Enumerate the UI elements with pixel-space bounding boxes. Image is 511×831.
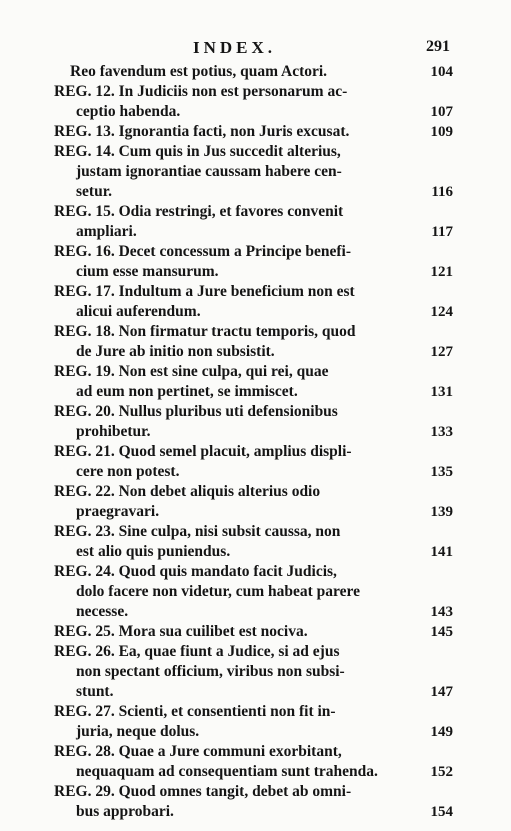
entry-page-number: 149 bbox=[430, 724, 453, 740]
entry-page-number: 133 bbox=[430, 424, 453, 440]
entry-continuation-line: praegravari. bbox=[76, 503, 160, 520]
entry-page-number: 124 bbox=[430, 304, 453, 320]
index-entry bbox=[0, 402, 511, 442]
entry-heading-line: REG. 15. Odia restringi, et favores convenit bbox=[54, 203, 344, 220]
entry-heading-line: REG. 14. Cum quis in Jus succedit alterius, bbox=[54, 143, 341, 160]
index-entry bbox=[0, 782, 511, 822]
entry-heading-line: REG. 27. Scienti, et consentienti non fit in- bbox=[54, 703, 336, 720]
entry-continuation-line: setur. bbox=[76, 183, 113, 200]
entry-heading-line: REG. 13. Ignorantia facti, non Juris excusat. bbox=[54, 123, 350, 140]
entry-heading-line: REG. 25. Mora sua cuilibet est nociva. bbox=[54, 623, 308, 640]
entry-continuation-line: de Jure ab initio non subsistit. bbox=[76, 343, 275, 360]
index-entry bbox=[0, 562, 511, 622]
entry-page-number: 121 bbox=[430, 264, 453, 280]
entry-continuation-line: necesse. bbox=[76, 603, 129, 620]
index-entry bbox=[0, 62, 511, 82]
entry-page-number: 109 bbox=[430, 124, 453, 140]
entry-page-number: 145 bbox=[430, 624, 453, 640]
index-entry bbox=[0, 622, 511, 642]
entry-continuation-line: prohibetur. bbox=[76, 423, 151, 440]
entry-page-number: 139 bbox=[430, 504, 453, 520]
entry-heading-line: REG. 17. Indultum a Jure beneficium non est bbox=[54, 283, 355, 300]
entry-continuation-line: bus approbari. bbox=[76, 803, 174, 820]
index-entry bbox=[0, 362, 511, 402]
index-entry bbox=[0, 122, 511, 142]
index-entry bbox=[0, 282, 511, 322]
entry-heading-line: REG. 19. Non est sine culpa, qui rei, quae bbox=[54, 363, 329, 380]
entry-page-number: 152 bbox=[430, 764, 453, 780]
entry-heading-line: REG. 16. Decet concessum a Principe benefi- bbox=[54, 243, 352, 260]
page-header bbox=[0, 38, 511, 60]
index-entry bbox=[0, 642, 511, 702]
entry-heading-line: REG. 21. Quod semel placuit, amplius displi- bbox=[54, 443, 352, 460]
entry-page-number: 116 bbox=[431, 184, 453, 200]
entry-continuation-line: stunt. bbox=[76, 683, 114, 700]
entry-page-number: 107 bbox=[430, 104, 453, 120]
entry-page-number: 131 bbox=[430, 384, 453, 400]
index-entry bbox=[0, 322, 511, 362]
entry-heading-line: REG. 26. Ea, quae fiunt a Judice, si ad ejus bbox=[54, 643, 340, 660]
index-entry bbox=[0, 522, 511, 562]
entry-page-number: 141 bbox=[430, 544, 453, 560]
entry-heading-line: REG. 22. Non debet aliquis alterius odio bbox=[54, 483, 321, 500]
entry-continuation-line: cere non potest. bbox=[76, 463, 180, 480]
entry-continuation-line: alicui auferendum. bbox=[76, 303, 201, 320]
index-entry bbox=[0, 242, 511, 282]
entry-page-number: 135 bbox=[430, 464, 453, 480]
entry-heading-line: Reo favendum est potius, quam Actori. bbox=[70, 63, 328, 80]
index-entry bbox=[0, 702, 511, 742]
entry-page-number: 154 bbox=[430, 804, 453, 820]
entry-continuation-line: dolo facere non videtur, cum habeat parere bbox=[76, 583, 361, 600]
index-entry bbox=[0, 442, 511, 482]
entry-continuation-line: non spectant officium, viribus non subsi- bbox=[76, 663, 345, 680]
index-entry bbox=[0, 82, 511, 122]
entry-continuation-line: est alio quis puniendus. bbox=[76, 543, 231, 560]
entry-heading-line: REG. 28. Quae a Jure communi exorbitant, bbox=[54, 743, 342, 760]
page-number: 291 bbox=[426, 38, 450, 55]
entry-heading-line: REG. 24. Quod quis mandato facit Judicis, bbox=[54, 563, 337, 580]
entry-page-number: 104 bbox=[430, 64, 453, 80]
index-entry bbox=[0, 142, 511, 202]
entry-page-number: 127 bbox=[430, 344, 453, 360]
entry-continuation-line: ad eum non pertinet, se immiscet. bbox=[76, 383, 298, 400]
entry-heading-line: REG. 20. Nullus pluribus uti defensionibus bbox=[54, 403, 338, 420]
entry-continuation-line: juria, neque dolus. bbox=[76, 723, 200, 740]
index-entries bbox=[0, 62, 511, 822]
entry-page-number: 147 bbox=[430, 684, 453, 700]
entry-continuation-line: ampliari. bbox=[76, 223, 137, 240]
entry-continuation-line: justam ignorantiae caussam habere cen- bbox=[76, 163, 342, 180]
entry-continuation-line: ceptio habenda. bbox=[76, 103, 181, 120]
entry-heading-line: REG. 18. Non firmatur tractu temporis, quod bbox=[54, 323, 356, 340]
page-title: INDEX. bbox=[193, 38, 277, 57]
entry-heading-line: REG. 23. Sine culpa, nisi subsit caussa, non bbox=[54, 523, 341, 540]
entry-page-number: 143 bbox=[430, 604, 453, 620]
index-entry bbox=[0, 482, 511, 522]
index-entry bbox=[0, 742, 511, 782]
index-entry bbox=[0, 202, 511, 242]
entry-heading-line: REG. 12. In Judiciis non est personarum ac- bbox=[54, 83, 348, 100]
entry-heading-line: REG. 29. Quod omnes tangit, debet ab omni- bbox=[54, 783, 352, 800]
entry-continuation-line: cium esse mansurum. bbox=[76, 263, 219, 280]
entry-page-number: 117 bbox=[431, 224, 453, 240]
entry-continuation-line: nequaquam ad consequentiam sunt trahenda. bbox=[76, 763, 378, 780]
